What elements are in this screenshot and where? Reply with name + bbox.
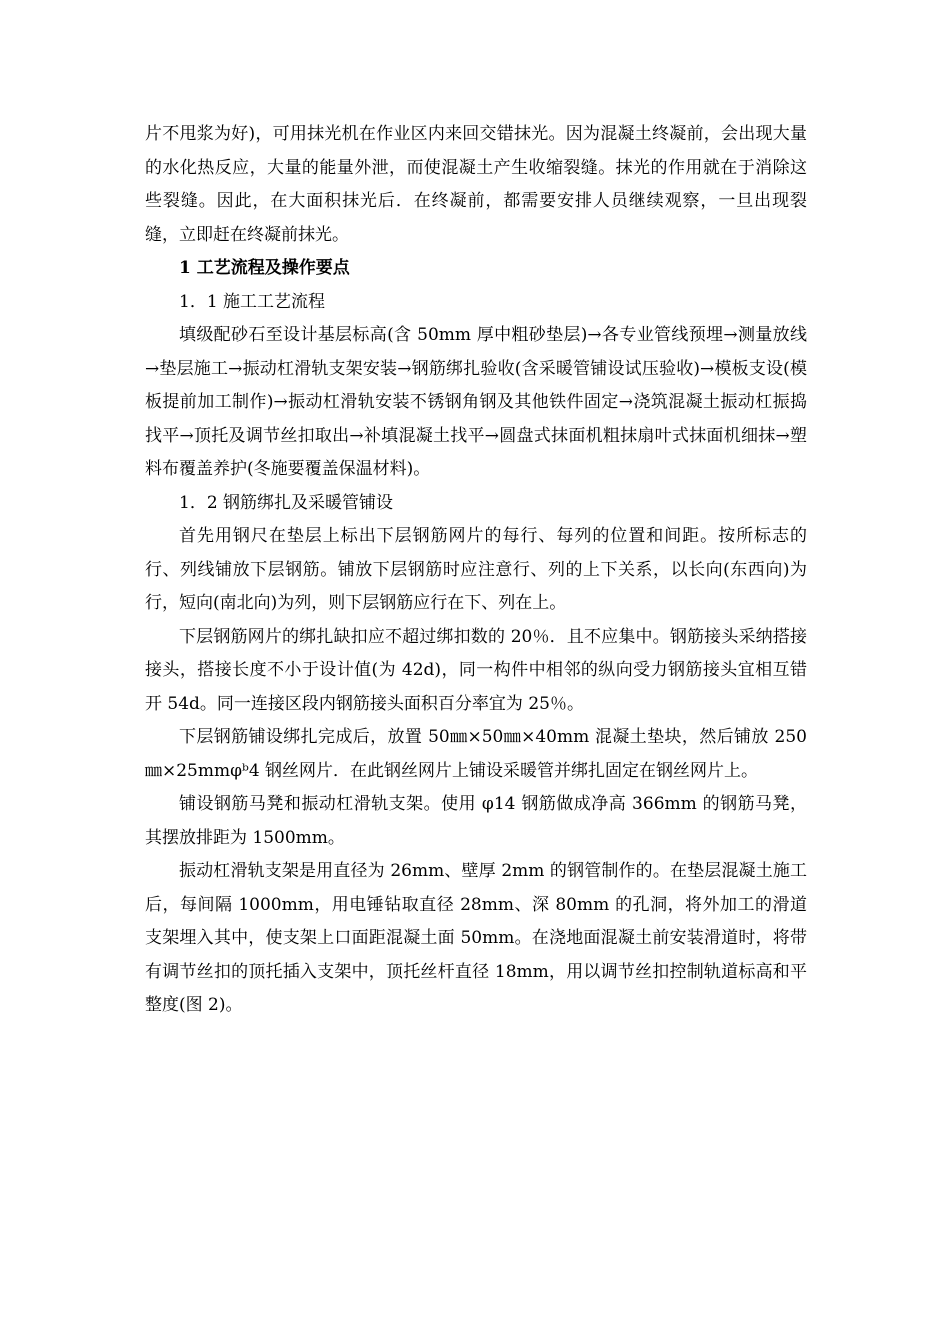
- subsection-heading-1-1: 1．1 施工工艺流程: [179, 291, 326, 312]
- paragraph-rebar-binding: 下层钢筋网片的绑扎缺扣应不超过绑扣数的 20％．且不应集中。钢筋接头采纳搭接接头，搭接长度不小于设计值(为 42d)，同一构件中相邻的纵向受力钢筋接头宜相互错开 54d。同一连接区段内钢筋接头面积百分率宜为 25％。: [145, 626, 807, 714]
- paragraph-rebar-layout: 首先用钢尺在垫层上标出下层钢筋网片的每行、每列的位置和间距。按所标志的行、列线铺放下层钢筋。铺放下层钢筋时应注意行、列的上下关系，以长向(东西向)为行，短向(南北向)为列，则下层钢筋应行在下、列在上。: [145, 526, 807, 613]
- paragraph-wire-mesh: 下层钢筋铺设绑扎完成后，放置 50㎜×50㎜×40mm 混凝土垫块，然后铺放 250㎜×25mmφᵇ4 钢丝网片．在此钢丝网片上铺设采暖管并绑扎固定在钢丝网片上。: [145, 727, 807, 781]
- subsection-heading-1-2: 1．2 钢筋绑扎及采暖管铺设: [179, 492, 394, 513]
- section-heading-1: 1 工艺流程及操作要点: [179, 258, 350, 278]
- paragraph-rebar-stool: 铺设钢筋马凳和振动杠滑轨支架。使用 φ14 钢筋做成净高 366mm 的钢筋马凳，其摆放排距为 1500mm。: [145, 794, 807, 848]
- document-page: [145, 118, 807, 1023]
- paragraph-continuation: 片不甩浆为好)，可用抹光机在作业区内来回交错抹光。因为混凝土终凝前，会出现大量的水化热反应，大量的能量外泄，而使混凝土产生收缩裂缝。抹光的作用就在于消除这些裂缝。因此，在大面积抹光后．在终凝前，都需要安排人员继续观察，一旦出现裂缝，立即赶在终凝前抹光。: [145, 124, 807, 245]
- paragraph-rail-support: 振动杠滑轨支架是用直径为 26mm、壁厚 2mm 的钢管制作的。在垫层混凝土施工后，每间隔 1000mm，用电锤钻取直径 28mm、深 80mm 的孔洞，将外加工的滑道支架埋入其中，使支架上口面距混凝土面 50mm。在浇地面混凝土前安装滑道时，将带有调节丝扣的顶托插入支架中，顶托丝杆直径 18mm，用以调节丝扣控制轨道标高和平整度(图 2)。: [145, 861, 807, 1015]
- paragraph-process-flow: 填级配砂石至设计基层标高(含 50mm 厚中粗砂垫层)→各专业管线预埋→测量放线→垫层施工→振动杠滑轨支架安装→钢筋绑扎验收(含采暖管铺设试压验收)→模板支设(模板提前加工制作)→振动杠滑轨安装不锈钢角钢及其他铁件固定→浇筑混凝土振动杠振捣找平→顶托及调节丝扣取出→补填混凝土找平→圆盘式抹面机粗抹扇叶式抹面机细抹→塑料布覆盖养护(冬施要覆盖保温材料)。: [145, 325, 807, 479]
